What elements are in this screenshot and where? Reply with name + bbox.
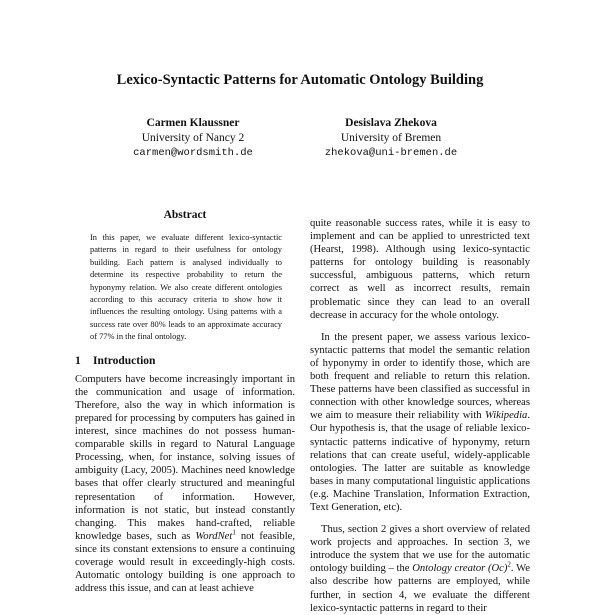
author-block-2 (305, 116, 477, 161)
body-paragraph (310, 331, 530, 514)
wordnet-term: WordNet (195, 530, 233, 542)
paragraph-text: . We also describe how patterns are employed, while further, in section 4, we evaluate the different lexico-syntactic patterns in regard to their (310, 563, 530, 614)
paragraph-text: not feasible, since its constant extensions to ensure a continuing coverage would result in exceedingly-high costs. Automatic ontology building is one approach to address this issue, and can at least achieve (75, 530, 295, 595)
right-column (310, 217, 530, 615)
author-affiliation: University of Bremen (340, 132, 442, 144)
paragraph-text: Computers have become increasingly important in the communication and usage of information. Therefore, also the way in which information is prepared for processing by computers has gained in interest, since machines do not possess human-comparable skills in regard to Natural Language Processing, when, for instance, solving issues of ambiguity (Lacy, 2005). Machines need knowledge bases that offer clearly structured and meaningful representation of information. However, information is not static, but instead constantly changing. This makes hand-crafted, reliable knowledge bases, such as (75, 373, 295, 542)
paragraph-text: In the present paper, we assess various lexico-syntactic patterns that model the semantic relation of hyponymy in order to identify those, which are both frequent and reliable to return this relation. These patterns have been classified as successful in connection with other knowledge sources, whereas we aim to measure their reliability with (310, 331, 530, 422)
author-email: zhekova@uni-bremen.de (324, 147, 458, 159)
body-paragraph: quite reasonable success rates, while it is easy to implement and can be applied to unrestricted text (Hearst, 1998). Although using lexico-syntactic patterns for ontology building is reasonably successful, ambiguous patterns, which return correct as well as incorrect results, remain problematic since they can lead to an overall decrease in accuracy for the whole ontology. (310, 218, 530, 321)
author-name: Carmen Klaussner (146, 117, 240, 129)
footnote-marker: 1 (232, 528, 236, 537)
section-title: Introduction (93, 354, 156, 367)
footnote-marker: 2 (507, 560, 511, 569)
introduction-paragraph (75, 373, 295, 596)
abstract-heading: Abstract (163, 209, 207, 221)
left-column (75, 208, 295, 595)
author-name: Desislava Zhekova (345, 117, 437, 129)
section-heading-introduction (75, 354, 295, 369)
author-block-1 (112, 116, 274, 161)
paper-title: Lexico-Syntactic Patterns for Automatic Ontology Building (116, 72, 484, 88)
abstract-text: In this paper, we evaluate different lexico-syntactic patterns in regard to their usefulness for ontology building. Each pattern is analysed individually to determine its respective probability to return the hyponymy relation. We also create different ontologies according to this accuracy criteria to show how it influences the resulting ontology. Using patterns with a success rate over 80% leads to an approximate accuracy of 77% in the final ontology. (90, 233, 282, 342)
body-paragraph (310, 523, 530, 615)
paragraph-text: . Our hypothesis is, that the usage of reliable lexico-syntactic patterns indicative of hyponymy, return relations that can create useful, widely-applicable ontologies. The latter are suitable as knowledge bases in many computational linguistic applications (e.g. Machine Translation, Information Extraction, Text Generation, etc). (310, 410, 530, 513)
section-number: 1 (75, 354, 81, 367)
author-email: carmen@wordsmith.de (133, 147, 253, 159)
ontology-creator-term: Ontology creator (Oc) (412, 563, 508, 575)
wikipedia-term: Wikipedia (484, 410, 528, 422)
author-affiliation: University of Nancy 2 (141, 132, 245, 144)
paragraph-text: Thus, section 2 gives a short overview of related work projects and approaches. In section 3, we introduce the system that we use for the automatic ontology building – the (310, 524, 530, 575)
